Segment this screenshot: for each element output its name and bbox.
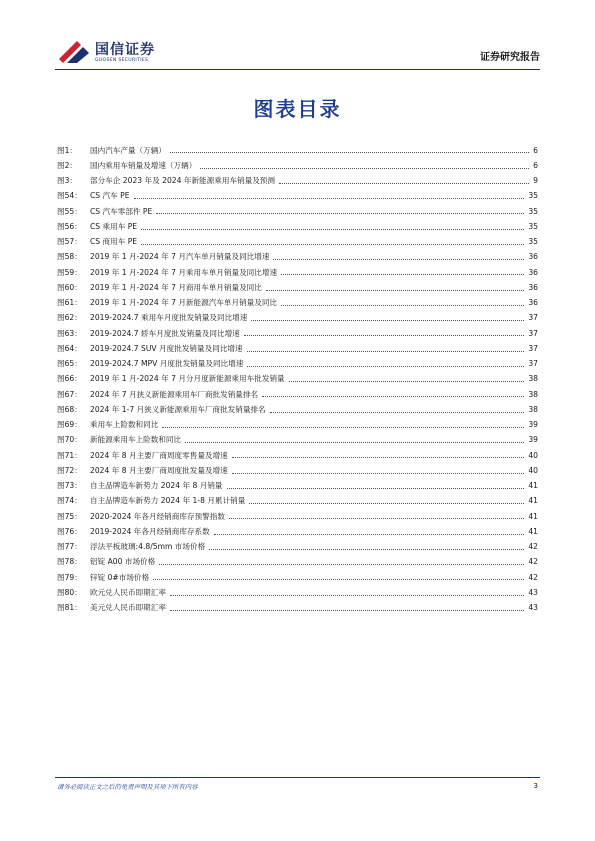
toc-dot-leader	[141, 244, 524, 245]
toc-entry-page: 42	[528, 572, 538, 582]
toc-entry-label: 图71：	[57, 450, 82, 460]
page-header	[55, 34, 540, 72]
toc-entry-label: 图54：	[57, 191, 82, 201]
toc-entry[interactable]	[57, 597, 538, 612]
toc-entry[interactable]	[57, 429, 538, 444]
toc-entry-page: 42	[528, 542, 538, 552]
toc-dot-leader	[247, 366, 524, 367]
toc-entry-page: 36	[528, 282, 538, 292]
toc-entry-label: 图63：	[57, 328, 82, 338]
toc-entry[interactable]	[57, 337, 538, 352]
toc-dot-leader	[279, 183, 529, 184]
toc-entry-page: 9	[533, 176, 538, 186]
toc-entry-page: 35	[528, 221, 538, 231]
toc-entry-title: 2019 年 1 月-2024 年 7 月新能源汽车单月销量及同比	[90, 298, 278, 308]
toc-entry-label: 图72：	[57, 465, 82, 475]
toc-entry[interactable]	[57, 185, 538, 200]
toc-entry-page: 6	[533, 160, 538, 170]
toc-dot-leader	[270, 412, 525, 413]
toc-entry-page: 36	[528, 298, 538, 308]
brand-logo	[55, 34, 185, 70]
toc-entry-page: 42	[528, 557, 538, 567]
toc-entry[interactable]	[57, 566, 538, 581]
footer-divider	[55, 777, 540, 778]
toc-entry-title: 2024 年 7 月狭义新能源乘用车厂商批发销量排名	[90, 389, 259, 399]
toc-entry-label: 图77：	[57, 542, 82, 552]
toc-dot-leader	[232, 473, 525, 474]
toc-entry-title: 浮法平板玻璃:4.8/5mm 市场价格	[90, 542, 206, 552]
toc-entry-title: 部分车企 2023 年及 2024 年新能源乘用车销量及预测	[90, 176, 275, 186]
toc-dot-leader	[244, 335, 525, 336]
toc-entry-title: 2019-2024.7 SUV 月度批发销量及同比增速	[90, 343, 243, 353]
toc-entry-title: 乘用车上险数和同比	[90, 420, 159, 430]
toc-dot-leader	[141, 229, 524, 230]
footer-disclaimer: 请务必阅读正文之后的免责声明及其项下所有内容	[57, 783, 198, 791]
toc-entry-page: 37	[528, 359, 538, 369]
toc-entry-title: CS 汽车 PE	[90, 191, 130, 201]
toc-entry-page: 37	[528, 313, 538, 323]
toc-entry-label: 图74：	[57, 496, 82, 506]
toc-entry-title: 国内汽车产量（万辆）	[90, 145, 166, 155]
toc-entry-page: 38	[528, 404, 538, 414]
toc-entry[interactable]	[57, 170, 538, 185]
toc-entry[interactable]	[57, 505, 538, 520]
toc-entry[interactable]	[57, 368, 538, 383]
toc-entry-page: 43	[528, 603, 538, 613]
toc-entry-label: 图69：	[57, 420, 82, 430]
toc-entry-label: 图73：	[57, 481, 82, 491]
toc-dot-leader	[170, 152, 529, 153]
toc-entry-label: 图67：	[57, 389, 82, 399]
toc-dot-leader	[281, 305, 524, 306]
toc-dot-leader	[200, 168, 529, 169]
toc-dot-leader	[162, 427, 524, 428]
toc-entry-label: 图78：	[57, 557, 82, 567]
brand-subtitle: GUOSEN SECURITIES	[95, 58, 149, 63]
toc-entry-page: 37	[528, 343, 538, 353]
toc-entry[interactable]	[57, 353, 538, 368]
toc-entry-page: 38	[528, 389, 538, 399]
toc-entry-page: 39	[528, 420, 538, 430]
toc-entry[interactable]	[57, 475, 538, 490]
header-divider	[55, 69, 540, 70]
toc-entry[interactable]	[57, 246, 538, 261]
toc-dot-leader	[281, 274, 524, 275]
toc-entry-title: 欧元兑人民币即期汇率	[90, 587, 166, 597]
toc-entry-page: 35	[528, 237, 538, 247]
toc-entry-label: 图56：	[57, 221, 82, 231]
toc-dot-leader	[232, 457, 525, 458]
toc-entry-page: 36	[528, 267, 538, 277]
toc-entry-title: 2024 年 8 月主要厂商周度批发量及增速	[90, 465, 228, 475]
toc-entry[interactable]	[57, 292, 538, 307]
toc-dot-leader	[214, 534, 525, 535]
toc-entry[interactable]	[57, 154, 538, 169]
toc-dot-leader	[289, 381, 525, 382]
toc-entry-label: 图81：	[57, 603, 82, 613]
toc-entry-page: 41	[528, 526, 538, 536]
toc-dot-leader	[153, 579, 524, 580]
toc-dot-leader	[249, 503, 524, 504]
toc-entry[interactable]	[57, 322, 538, 337]
toc-entry[interactable]	[57, 231, 538, 246]
toc-entry-title: 2024 年 8 月主要厂商周度零售量及增速	[90, 450, 228, 460]
toc-entry[interactable]	[57, 444, 538, 459]
toc-entry-page: 40	[528, 450, 538, 460]
toc-entry-label: 图66：	[57, 374, 82, 384]
toc-entry-title: 2019-2024.7 乘用车月度批发销量及同比增速	[90, 313, 248, 323]
brand-logo-icon	[55, 37, 91, 65]
toc-entry-title: 2019-2024.7 轿车月度批发销量及同比增速	[90, 328, 240, 338]
toc-entry-title: 自主品牌造车新势力 2024 年 1-8 月累计销量	[90, 496, 246, 506]
toc-entry-label: 图64：	[57, 343, 82, 353]
toc-entry-label: 图79：	[57, 572, 82, 582]
figure-index-list	[57, 139, 538, 612]
toc-entry-page: 41	[528, 511, 538, 521]
toc-dot-leader	[273, 259, 524, 260]
toc-entry-page: 41	[528, 481, 538, 491]
toc-entry-label: 图60：	[57, 282, 82, 292]
toc-entry-title: 2024 年 1-7 月狭义新能源乘用车厂商批发销量排名	[90, 404, 266, 414]
toc-dot-leader	[185, 442, 524, 443]
toc-entry[interactable]	[57, 383, 538, 398]
toc-entry[interactable]	[57, 276, 538, 291]
toc-entry-label: 图59：	[57, 267, 82, 277]
toc-entry-title: 2019 年 1 月-2024 年 7 月乘用车单月销量及同比增速	[90, 267, 278, 277]
toc-entry-title: 美元兑人民币即期汇率	[90, 603, 166, 613]
toc-entry-page: 6	[533, 145, 538, 155]
toc-dot-leader	[262, 396, 524, 397]
toc-entry-title: 自主品牌造车新势力 2024 年 8 月销量	[90, 481, 223, 491]
toc-entry[interactable]	[57, 490, 538, 505]
toc-entry-label: 图62：	[57, 313, 82, 323]
toc-entry-title: 国内乘用车销量及增速（万辆）	[90, 160, 197, 170]
page-title: 图表目录	[253, 97, 342, 121]
brand-name: 国信证券	[95, 42, 155, 58]
toc-dot-leader	[170, 610, 524, 611]
toc-dot-leader	[209, 549, 524, 550]
toc-dot-leader	[266, 290, 524, 291]
toc-dot-leader	[227, 488, 525, 489]
toc-entry[interactable]	[57, 520, 538, 535]
toc-entry[interactable]	[57, 139, 538, 154]
toc-entry-title: 新能源乘用车上险数和同比	[90, 435, 182, 445]
toc-entry-label: 图70：	[57, 435, 82, 445]
toc-entry-title: 锌锭 0#市场价格	[90, 572, 150, 582]
toc-entry[interactable]	[57, 414, 538, 429]
toc-entry-page: 35	[528, 206, 538, 216]
toc-entry-label: 图76：	[57, 526, 82, 536]
toc-entry-label: 图58：	[57, 252, 82, 262]
toc-dot-leader	[247, 351, 525, 352]
toc-entry[interactable]	[57, 215, 538, 230]
toc-entry-label: 图2：	[57, 160, 78, 170]
report-type-label: 证券研究报告	[480, 52, 540, 63]
toc-dot-leader	[229, 518, 524, 519]
toc-entry-page: 41	[528, 496, 538, 506]
toc-entry-label: 图68：	[57, 404, 82, 414]
toc-entry-page: 36	[528, 252, 538, 262]
toc-entry-label: 图57：	[57, 237, 82, 247]
toc-entry-page: 39	[528, 435, 538, 445]
toc-entry-title: CS 乘用车 PE	[90, 221, 138, 231]
page-number: 3	[533, 782, 538, 790]
toc-entry-label: 图1：	[57, 145, 78, 155]
toc-entry-page: 38	[528, 374, 538, 384]
toc-entry[interactable]	[57, 261, 538, 276]
toc-entry-label: 图61：	[57, 298, 82, 308]
toc-entry[interactable]	[57, 551, 538, 566]
toc-entry-title: 2020-2024 年各月经销商库存预警指数	[90, 511, 225, 521]
toc-entry-label: 图3：	[57, 176, 78, 186]
toc-entry-title: CS 商用车 PE	[90, 237, 138, 247]
toc-entry-title: 2019 年 1 月-2024 年 7 月分月度新能源乘用车批发销量	[90, 374, 285, 384]
toc-entry-label: 图75：	[57, 511, 82, 521]
toc-entry-page: 37	[528, 328, 538, 338]
toc-entry-title: 2019 年 1 月-2024 年 7 月汽车单月销量及同比增速	[90, 252, 270, 262]
toc-dot-leader	[251, 320, 524, 321]
toc-entry[interactable]	[57, 200, 538, 215]
toc-dot-leader	[170, 595, 524, 596]
toc-entry-label: 图65：	[57, 359, 82, 369]
toc-dot-leader	[134, 198, 525, 199]
toc-entry[interactable]	[57, 536, 538, 551]
toc-entry-title: 2019 年 1 月-2024 年 7 月商用车单月销量及同比	[90, 282, 262, 292]
toc-entry[interactable]	[57, 459, 538, 474]
toc-dot-leader	[159, 564, 524, 565]
toc-entry-title: 2019-2024 年各月经销商库存系数	[90, 526, 210, 536]
toc-entry-title: 铝锭 A00 市场价格	[90, 557, 156, 567]
toc-entry[interactable]	[57, 581, 538, 596]
toc-entry-label: 图80：	[57, 587, 82, 597]
toc-entry[interactable]	[57, 307, 538, 322]
toc-dot-leader	[156, 213, 524, 214]
toc-entry-page: 40	[528, 465, 538, 475]
toc-entry[interactable]	[57, 398, 538, 413]
toc-entry-title: 2019-2024.7 MPV 月度批发销量及同比增速	[90, 359, 244, 369]
toc-entry-title: CS 汽车零部件 PE	[90, 206, 153, 216]
toc-entry-label: 图55：	[57, 206, 82, 216]
toc-entry-page: 35	[528, 191, 538, 201]
toc-entry-page: 43	[528, 587, 538, 597]
